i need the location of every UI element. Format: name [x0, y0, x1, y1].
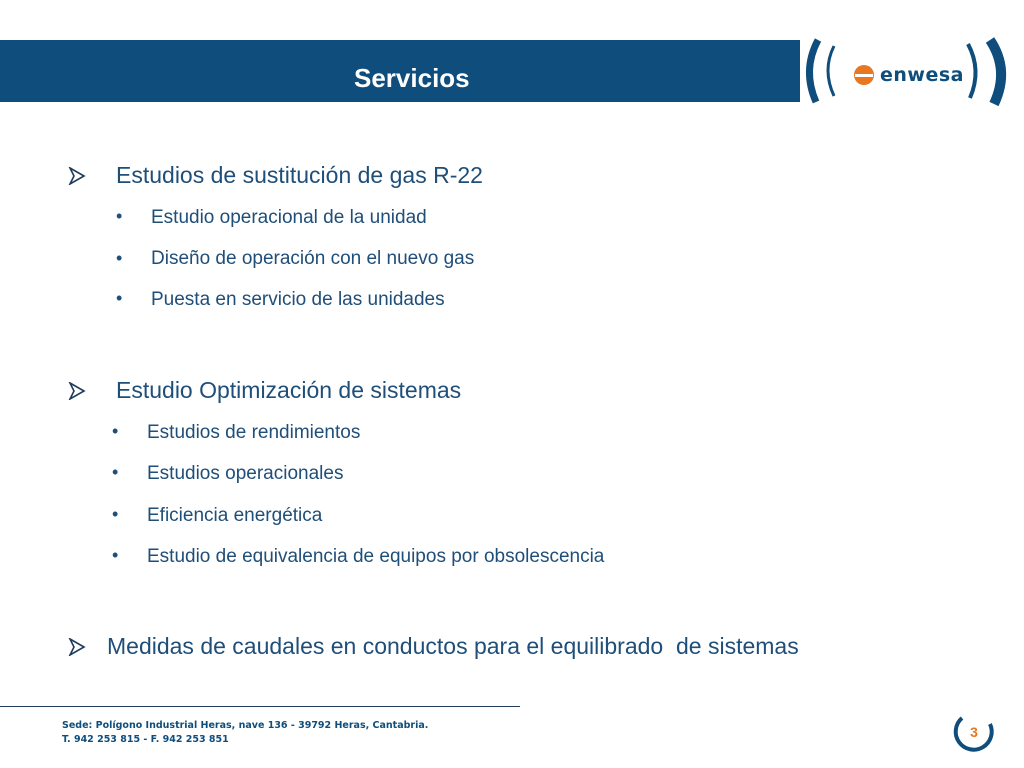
section-heading: Estudio Optimización de sistemas [116, 377, 462, 403]
arrow-bullet-icon [68, 638, 86, 656]
footer-address: Sede: Polígono Industrial Heras, nave 136 - 39792 Heras, Cantabria. [62, 720, 429, 731]
bullet-dot: • [112, 421, 119, 441]
arrow-bullet-icon [68, 382, 86, 400]
list-item: Puesta en servicio de las unidades [151, 289, 445, 310]
list-item: Estudio operacional de la unidad [151, 207, 427, 228]
list-item: Estudios operacionales [147, 463, 344, 484]
footer [62, 719, 428, 747]
section-heading: Medidas de caudales en conductos para el equilibrado de sistemas [107, 633, 799, 659]
page-title: Servicios [354, 63, 470, 93]
bullet-dot: • [112, 545, 119, 565]
page-number: 3 [970, 724, 978, 740]
bullet-dot: • [116, 248, 123, 268]
bullet-dot: • [116, 288, 123, 308]
footer-divider [0, 706, 520, 707]
footer-phone: T. 942 253 815 - F. 942 253 851 [62, 734, 229, 745]
list-item: Eficiencia energética [147, 505, 323, 526]
page-number-badge [950, 710, 998, 756]
list-item: Diseño de operación con el nuevo gas [151, 248, 475, 269]
bullet-dot: • [112, 504, 119, 524]
list-item: Estudios de rendimientos [147, 422, 361, 443]
arrow-bullet-icon [68, 167, 86, 185]
list-item: Estudio de equivalencia de equipos por obsolescencia [147, 546, 605, 567]
bullet-dot: • [112, 462, 119, 482]
section-heading: Estudios de sustitución de gas R-22 [116, 162, 483, 188]
logo-text: enwesa [880, 64, 964, 86]
bullet-dot: • [116, 206, 123, 226]
